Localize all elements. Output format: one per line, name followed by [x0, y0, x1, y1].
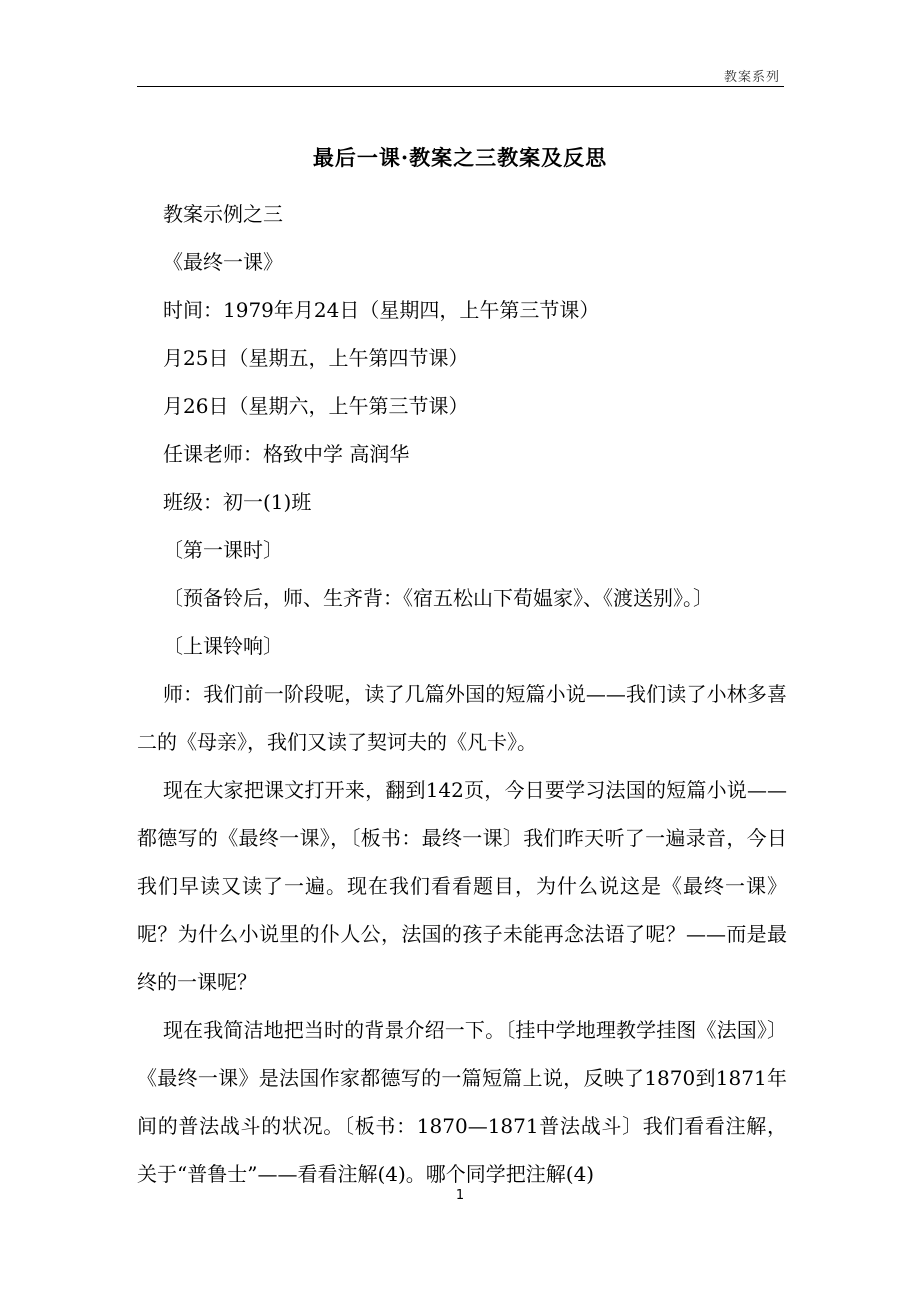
- header-rule: [137, 86, 784, 87]
- paragraph: 任课老师：格致中学 高润华: [163, 442, 410, 466]
- paragraph: 时间：1979年月24日（星期四，上午第三节课）: [163, 298, 600, 322]
- paragraph: 月26日（星期六，上午第三节课）: [163, 394, 469, 418]
- paragraph: 师：我们前一阶段呢，读了几篇外国的短篇小说——我们读了小林多喜二的《母亲》，我们又读了契诃夫的《凡卡》。: [137, 682, 787, 754]
- paragraph: 教案示例之三: [163, 202, 283, 226]
- paragraph: 月25日（星期五，上午第四节课）: [163, 346, 469, 370]
- paragraph: 《最终一课》: [163, 250, 283, 274]
- paragraph: 〔上课铃响〕: [163, 634, 283, 658]
- document-title: 最后一课·教案之三教案及反思: [312, 145, 608, 170]
- paragraph: 〔预备铃后，师、生齐背：《宿五松山下荀媪家》、《渡送别》。〕: [163, 586, 713, 610]
- document-body: [137, 190, 787, 1198]
- paragraph: 班级：初一(1)班: [163, 490, 312, 514]
- page-header-label: 教案系列: [723, 70, 780, 85]
- paragraph: 现在大家把课文打开来，翻到142页，今日要学习法国的短篇小说——都德写的《最终一课》，〔板书：最终一课〕我们昨天听了一遍录音，今日我们早读又读了一遍。现在我们看看题目，为什么说这是《最终一课》呢？为什么小说里的仆人公，法国的孩子未能再念法语了呢？——而是最终的一课呢？: [137, 778, 787, 994]
- paragraph: 现在我简洁地把当时的背景介绍一下。〔挂中学地理教学挂图《法国》〕《最终一课》是法国作家都德写的一篇短篇上说，反映了1870到1871年间的普法战斗的状况。〔板书：1870—1871普法战斗〕我们看看注解，关于“普鲁士”——看看注解(4)。哪个同学把注解(4): [137, 1018, 787, 1186]
- page-number: 1: [455, 1188, 465, 1203]
- paragraph: 〔第一课时〕: [163, 538, 283, 562]
